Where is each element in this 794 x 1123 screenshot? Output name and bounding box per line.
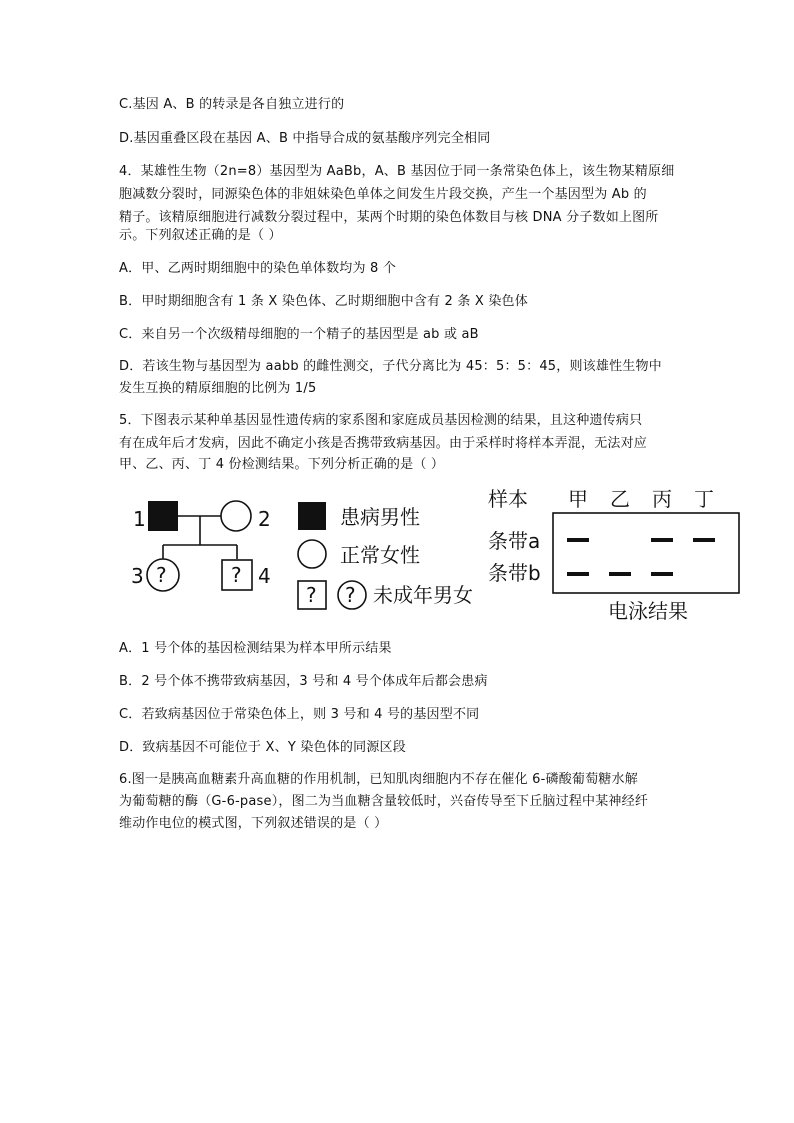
- gel-caption: 电泳结果: [608, 599, 688, 623]
- question-5-line-1: 5．下图表示某种单基因显性遗传病的家系图和家庭成员基因检测的结果，且这种遗传病只: [119, 413, 643, 428]
- band-a-sample-3: [693, 538, 715, 542]
- question-6-line-1: 6.图一是胰高血糖素升高血糖的作用机制，已知肌肉细胞内不存在催化 6-磷酸葡萄糖水解: [119, 772, 638, 787]
- band-a-sample-0: [567, 538, 589, 542]
- question-4-line-1: 4．某雄性生物（2n=8）基因型为 AaBb，A、B 基因位于同一条常染色体上，该生物某精原细: [119, 164, 675, 179]
- option-b-q5: B．2 号个体不携带致病基因，3 号和 4 号个体成年后都会患病: [119, 674, 488, 689]
- option-b-q4: B．甲时期细胞含有 1 条 X 染色体、乙时期细胞中含有 2 条 X 染色体: [119, 294, 528, 309]
- q5-figure-svg: [128, 480, 744, 625]
- legend-question-mark-male: ?: [306, 583, 317, 607]
- option-a-q5: A．1 号个体的基因检测结果为样本甲所示结果: [119, 641, 392, 656]
- option-c-q3: C.基因 A、B 的转录是各自独立进行的: [119, 97, 345, 112]
- legend-normal-female-icon: [298, 540, 326, 568]
- band-a-sample-2: [651, 538, 673, 542]
- question-6-line-2: 为葡萄糖的酶（G-6-pase），图二为当血糖含量较低时，兴奋传导至下丘脑过程中某神经纤: [119, 794, 649, 809]
- pedigree-label-2: 2: [258, 507, 271, 531]
- question-4-line-2: 胞减数分裂时，同源染色体的非姐妹染色单体之间发生片段交换，产生一个基因型为 Ab 的: [119, 187, 647, 202]
- option-d-q3: D.基因重叠区段在基因 A、B 中指导合成的氨基酸序列完全相同: [119, 131, 491, 146]
- q5-figure: [128, 480, 744, 625]
- option-d-q4-line-2: 发生互换的精原细胞的比例为 1/5: [119, 381, 317, 396]
- legend-affected-male-icon: [298, 502, 326, 530]
- question-mark-4: ?: [231, 563, 242, 587]
- option-c-q4: C．来自另一个次级精母细胞的一个精子的基因型是 ab 或 aB: [119, 327, 479, 342]
- question-5-line-3: 甲、乙、丙、丁 4 份检测结果。下列分析正确的是（ ）: [119, 457, 445, 472]
- band-b-sample-1: [609, 572, 631, 576]
- legend-affected-male: 患病男性: [340, 505, 420, 529]
- gel-header: 样本: [488, 487, 528, 511]
- legend-normal-female: 正常女性: [340, 543, 420, 567]
- gel-sample-2: 丙: [652, 487, 672, 511]
- gel-band-b-label: 条带b: [488, 561, 541, 585]
- question-6-line-3: 维动作电位的模式图，下列叙述错误的是（ ）: [119, 816, 388, 831]
- gel-band-a-label: 条带a: [488, 529, 541, 553]
- legend-minor: 未成年男女: [373, 583, 473, 607]
- pedigree-label-3: 3: [131, 564, 144, 588]
- band-b-sample-0: [567, 572, 589, 576]
- gel-box: [553, 513, 739, 593]
- question-4-line-3: 精子。该精原细胞进行减数分裂过程中，某两个时期的染色体数目与核 DNA 分子数如上图所: [119, 210, 659, 225]
- option-d-q4-line-1: D．若该生物与基因型为 aabb 的雌性测交，子代分离比为 45：5：5：45，则该雄性生物中: [119, 359, 662, 374]
- affected-male-1: [148, 501, 178, 531]
- question-mark-3: ?: [156, 563, 167, 587]
- option-c-q5: C．若致病基因位于常染色体上，则 3 号和 4 号的基因型不同: [119, 707, 480, 722]
- gel-sample-1: 乙: [610, 487, 630, 511]
- gel-sample-3: 丁: [694, 487, 714, 511]
- band-b-sample-2: [651, 572, 673, 576]
- pedigree-label-4: 4: [258, 564, 271, 588]
- gel-sample-0: 甲: [568, 487, 588, 511]
- option-d-q5: D．致病基因不可能位于 X、Y 染色体的同源区段: [119, 740, 406, 755]
- pedigree-label-1: 1: [133, 507, 146, 531]
- question-5-line-2: 有在成年后才发病，因此不确定小孩是否携带致病基因。由于采样时将样本弄混，无法对应: [119, 436, 648, 451]
- question-4-line-4: 示。下列叙述正确的是（ ）: [119, 228, 282, 243]
- option-a-q4: A．甲、乙两时期细胞中的染色单体数均为 8 个: [119, 261, 397, 276]
- normal-female-2: [221, 501, 251, 531]
- legend-question-mark-female: ?: [345, 583, 356, 607]
